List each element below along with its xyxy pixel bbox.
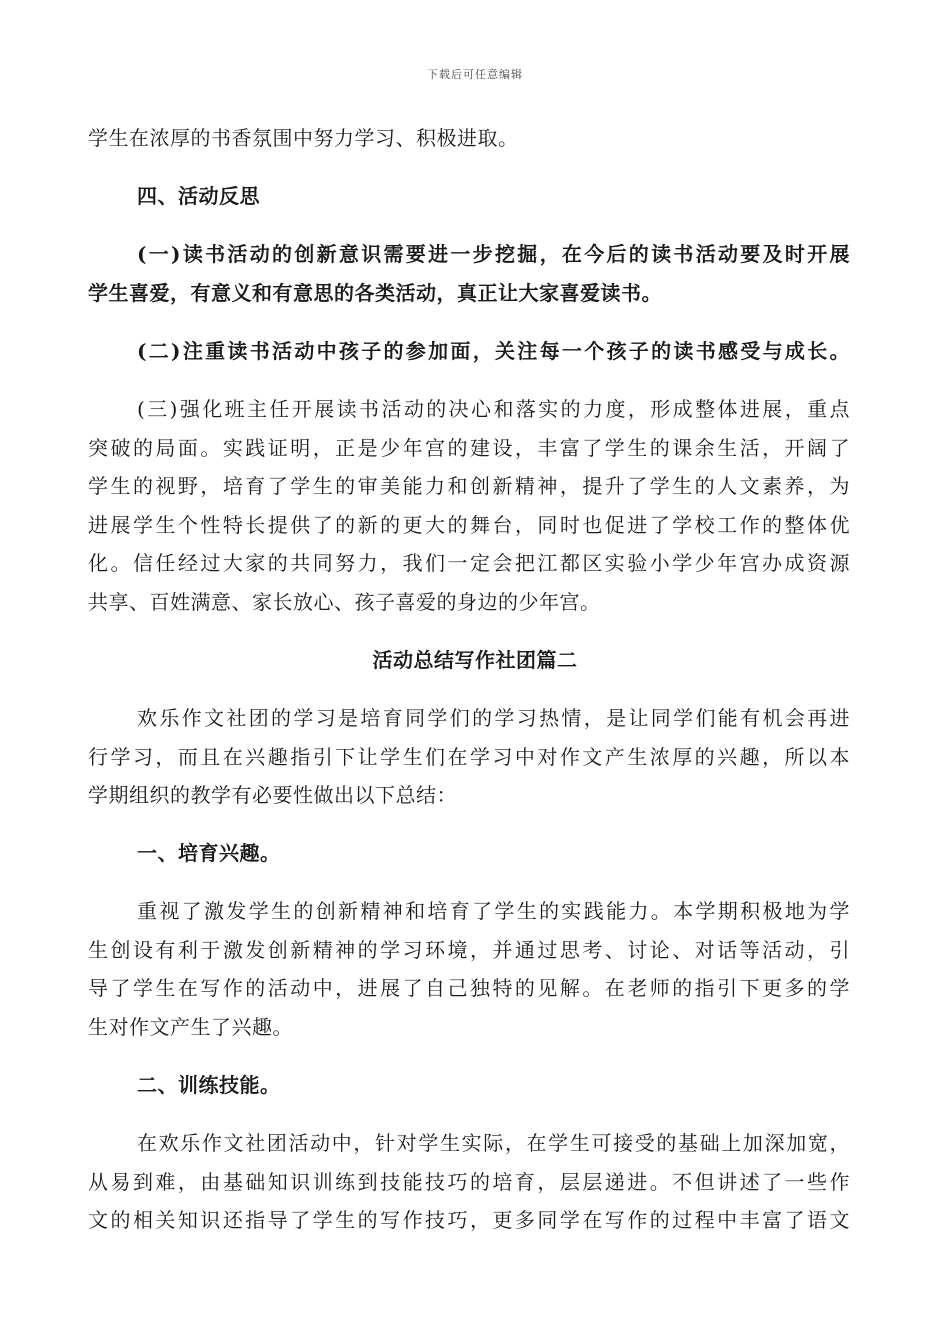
paragraph-line: (二)注重读书活动中孩子的参加面，关注每一个孩子的读书感受与成长。 — [137, 339, 850, 363]
paragraph-line: 生创设有利于激发创新精神的学习环境，并通过思考、讨论、对话等活动，引 — [88, 938, 850, 962]
paragraph-line: (一)读书活动的创新意识需要进一步挖掘，在今后的读书活动要及时开展 — [137, 242, 850, 266]
section-heading: 一、培育兴趣。 — [137, 841, 281, 865]
paragraph-line: 突破的局面。实践证明，正是少年宫的建设，丰富了学生的课余生活，开阔了 — [88, 436, 850, 460]
paragraph-line: 进展学生个性特长提供了的新的更大的舞台，同时也促进了学校工作的整体优 — [88, 513, 850, 537]
paragraph-line: 学期组织的教学有必要性做出以下总结： — [88, 783, 457, 807]
paragraph-line: 从易到难，由基础知识训练到技能技巧的培育，层层递进。不但讲述了一些作 — [88, 1170, 850, 1194]
paragraph-line: 学生的视野，培育了学生的审美能力和创新精神，提升了学生的人文素养，为 — [88, 474, 850, 498]
paragraph-line: 化。信任经过大家的共同努力，我们一定会把江都区实验小学少年宫办成资源 — [88, 551, 850, 575]
paragraph-line: 重视了激发学生的创新精神和培育了学生的实践能力。本学期积极地为学 — [137, 899, 850, 923]
paragraph-line: 生对作文产生了兴趣。 — [88, 1015, 293, 1039]
paragraph-line: 导了学生在写作的活动中，进展了自己独特的见解。在老师的指引下更多的学 — [88, 976, 850, 1000]
section-heading: 四、活动反思 — [137, 184, 260, 208]
section-heading: 二、训练技能。 — [137, 1073, 281, 1097]
paragraph-line: (三)强化班主任开展读书活动的决心和落实的力度，形成整体进展，重点 — [137, 397, 850, 421]
paragraph-line: 文的相关知识还指导了学生的写作技巧，更多同学在写作的过程中丰富了语文 — [88, 1208, 850, 1232]
section-title: 活动总结写作社团篇二 — [372, 648, 578, 672]
page-header: 下载后可任意编辑 — [427, 68, 523, 81]
paragraph-line: 在欢乐作文社团活动中，针对学生实际，在学生可接受的基础上加深加宽， — [137, 1131, 850, 1155]
paragraph-line: 学生喜爱，有意义和有意思的各类活动，真正让大家喜爱读书。 — [88, 281, 662, 305]
paragraph-line: 共享、百姓满意、家长放心、孩子喜爱的身边的少年宫。 — [88, 590, 601, 614]
paragraph-line: 欢乐作文社团的学习是培育同学们的学习热情，是让同学们能有机会再进 — [137, 706, 850, 730]
paragraph-line: 行学习，而且在兴趣指引下让学生们在学习中对作文产生浓厚的兴趣，所以本 — [88, 745, 850, 769]
paragraph-line: 学生在浓厚的书香氛围中努力学习、积极进取。 — [88, 126, 519, 150]
